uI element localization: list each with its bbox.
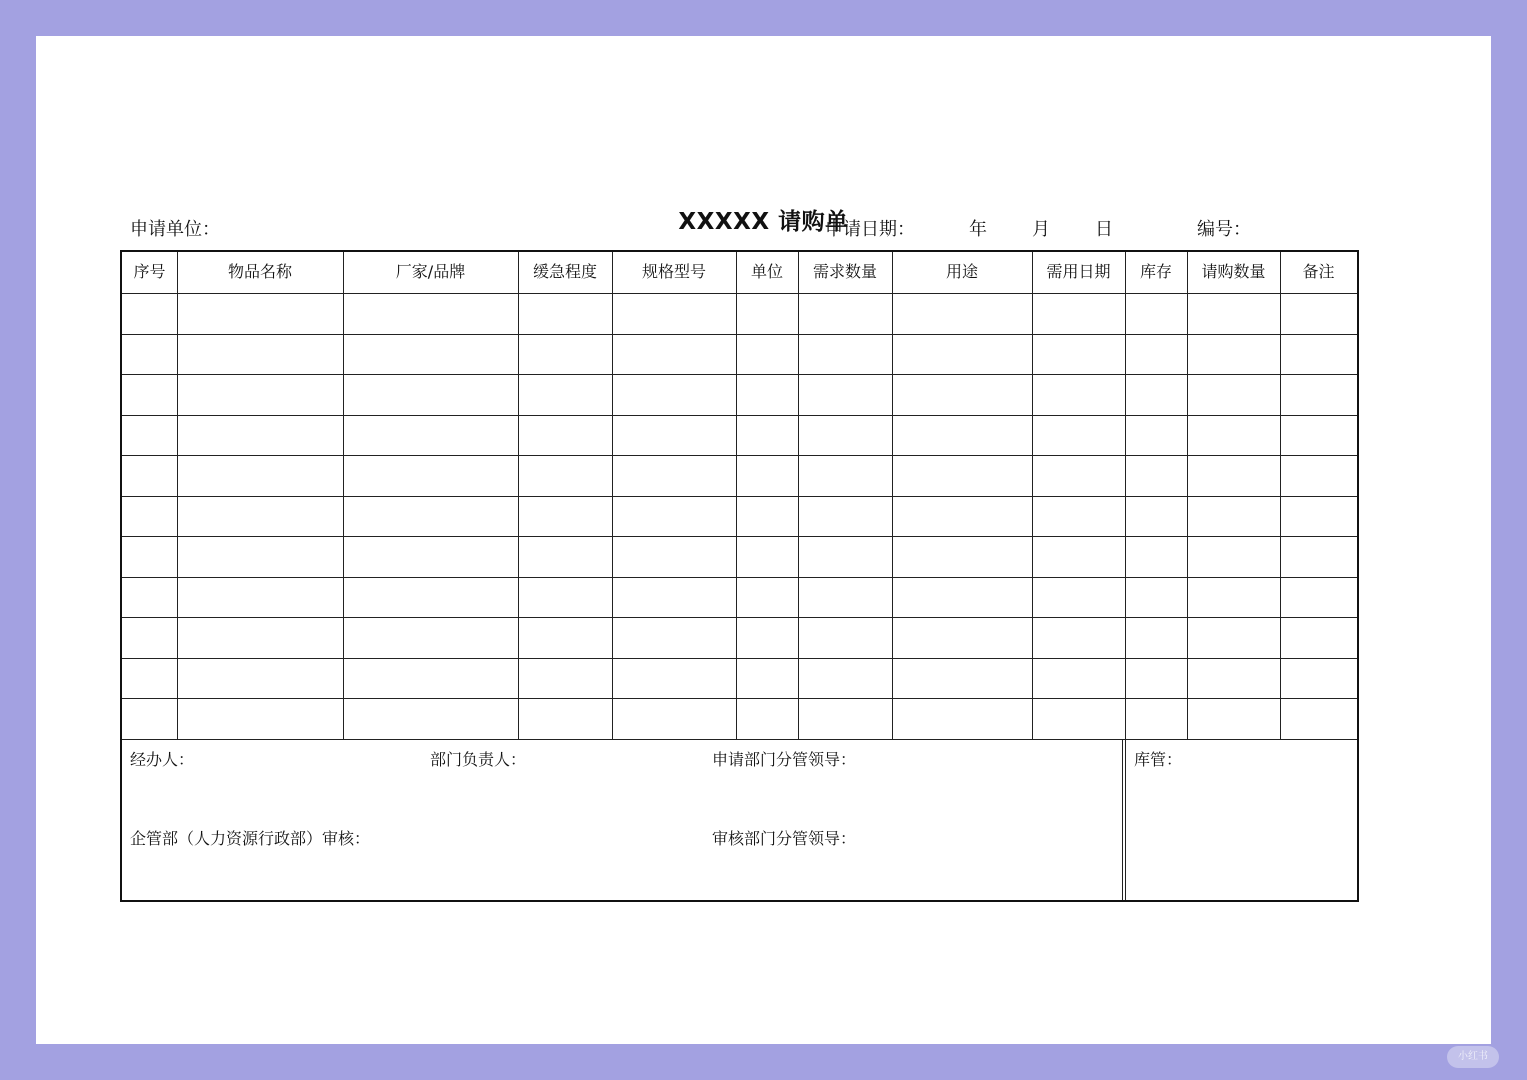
handler-label: 经办人： bbox=[130, 750, 195, 769]
month-label: 月 bbox=[1032, 219, 1050, 240]
column-header: 缓急程度 bbox=[532, 262, 597, 281]
table-column-divider bbox=[612, 252, 613, 739]
table-column-divider bbox=[177, 252, 178, 739]
year-label: 年 bbox=[969, 219, 987, 240]
apply-dept-leader-label: 申请部门分管领导： bbox=[712, 750, 857, 769]
apply-unit-label: 申请单位： bbox=[130, 219, 220, 240]
column-header: 需求数量 bbox=[812, 262, 877, 281]
apply-date-label: 申请日期： bbox=[825, 219, 915, 240]
warehouse-section-divider bbox=[1122, 739, 1123, 900]
review-dept-leader-label: 审核部门分管领导： bbox=[712, 829, 857, 848]
column-header: 单位 bbox=[750, 262, 783, 281]
table-column-divider bbox=[798, 252, 799, 739]
table-column-divider bbox=[1187, 252, 1188, 739]
table-row-divider bbox=[122, 415, 1357, 416]
column-header: 厂家/品牌 bbox=[395, 262, 466, 281]
table-row-divider bbox=[122, 698, 1357, 699]
table-column-divider bbox=[1125, 252, 1126, 739]
table-column-divider bbox=[892, 252, 893, 739]
warehouse-section-divider bbox=[1125, 739, 1126, 900]
column-header: 用途 bbox=[945, 262, 978, 281]
table-column-divider bbox=[518, 252, 519, 739]
table-column-divider bbox=[1032, 252, 1033, 739]
table-row-divider bbox=[122, 455, 1357, 456]
hr-review-label: 企管部（人力资源行政部）审核： bbox=[130, 829, 371, 848]
table-column-divider bbox=[343, 252, 344, 739]
warehouse-keeper-label: 库管： bbox=[1134, 750, 1183, 769]
table-row-divider bbox=[122, 334, 1357, 335]
table-row-divider bbox=[122, 374, 1357, 375]
column-header: 规格型号 bbox=[641, 262, 706, 281]
column-header: 序号 bbox=[133, 262, 166, 281]
table-row-divider bbox=[122, 536, 1357, 537]
table-row-divider bbox=[122, 658, 1357, 659]
table-row-divider bbox=[122, 577, 1357, 578]
table-row-divider bbox=[122, 617, 1357, 618]
column-header: 库存 bbox=[1139, 262, 1172, 281]
requisition-table bbox=[120, 250, 1359, 902]
watermark-badge: 小红书 bbox=[1447, 1046, 1499, 1068]
table-row-divider bbox=[122, 293, 1357, 294]
dept-head-label: 部门负责人： bbox=[430, 750, 527, 769]
form-number-label: 编号： bbox=[1197, 219, 1251, 240]
table-row-divider bbox=[122, 739, 1357, 740]
table-row-divider bbox=[122, 496, 1357, 497]
document-title: XXXXX 请购单 bbox=[678, 209, 849, 235]
column-header: 需用日期 bbox=[1046, 262, 1111, 281]
column-header: 物品名称 bbox=[227, 262, 292, 281]
column-header: 备注 bbox=[1302, 262, 1335, 281]
day-label: 日 bbox=[1095, 219, 1113, 240]
table-column-divider bbox=[1280, 252, 1281, 739]
column-header: 请购数量 bbox=[1201, 262, 1266, 281]
table-column-divider bbox=[736, 252, 737, 739]
